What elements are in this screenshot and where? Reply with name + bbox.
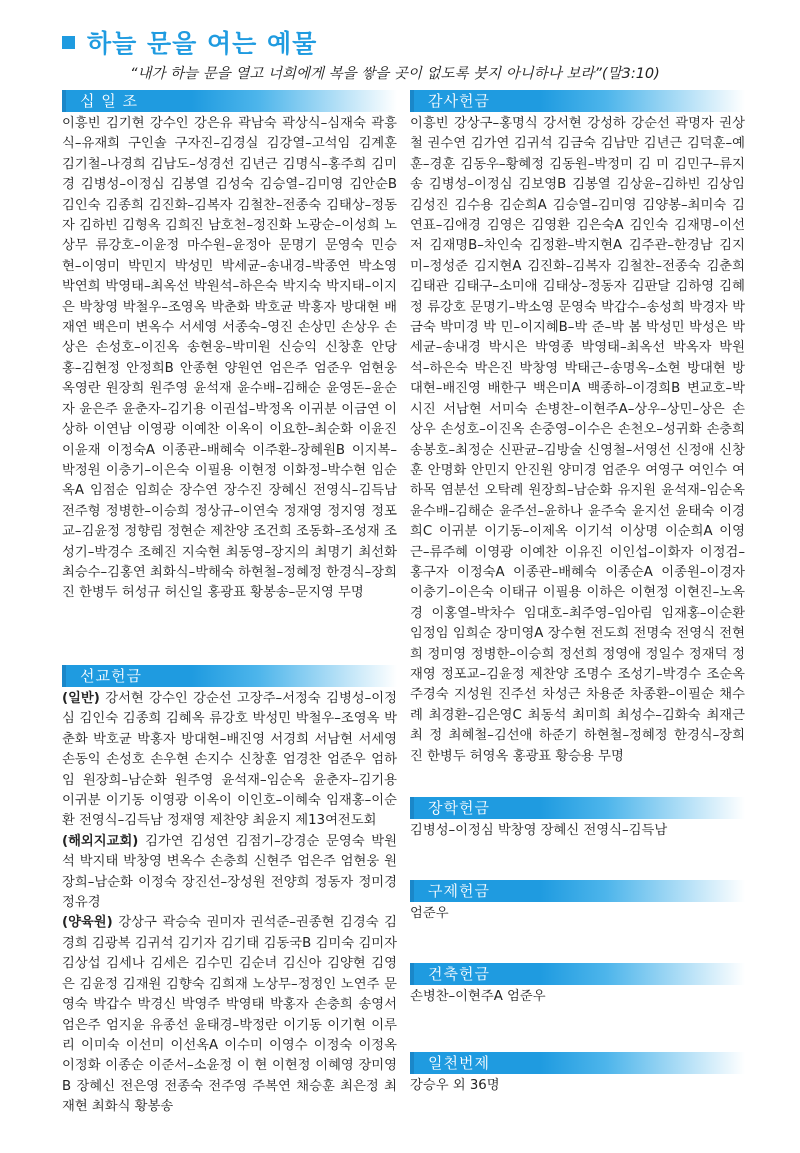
section-tithe: [62, 90, 397, 604]
section-mission: [62, 665, 397, 1118]
section-building: [410, 963, 745, 1007]
section-heading-building: 건축헌금: [410, 963, 745, 985]
mission-group-text: 김가연 김성연 김점기–강경순 문영숙 박원석 박지태 박창영 변옥수 손충희 신현주 엄은주 엄현웅 원장희–남순화 이정숙 장진선–장성원 전양희 정동자 정미경 정유경: [62, 833, 397, 911]
section-heading-mission: 선교헌금: [62, 665, 397, 687]
mission-group-general: [62, 689, 397, 832]
mission-group-text: 강서현 강수인 강순선 고장주–서정숙 김병성–이정심 김인숙 김종희 김혜옥 류강호 박성민 박철우–조영옥 박춘화 박호균 박홍자 방대현–배진영 서경희 서남현 서세영 손동익 손성호 손우현 손지수 신창훈 엄경찬 엄준우 엄하임 원장희–남순화 원주영 윤석재–임순옥 윤춘자–김기용 이귀분 이기동 이영광 이옥이 이인호–이혜숙 임재홍–이순환 전영식–김득남 정재영 제찬양 최윤지 제13여전도회: [62, 691, 397, 829]
mission-group-label: (양육원): [62, 915, 113, 931]
mission-group-label: (일반): [62, 691, 100, 706]
mission-group-label: (해외지교회): [62, 833, 139, 849]
bible-verse: “내가 하늘 문을 열고 너희에게 복을 쌓을 곳이 없도록 붓지 아니하나 보라”(말3:10): [130, 66, 660, 82]
building-names: 손병찬–이현주A 엄준우: [410, 989, 546, 1004]
section-heading-scholarship: 장학헌금: [410, 797, 745, 819]
section-scholarship: [410, 797, 745, 841]
mission-group-text: 강상구 곽승숙 권미자 권석준–권종현 김경숙 김경희 김광복 김귀석 김기자 김기태 김동국B 김미숙 김미자 김상섭 김세나 김세은 김수민 김순녀 김신아 김양현 김영은 김윤정 김재원 김향숙 김희재 노상무–정정인 노연주 문영숙 박갑수 박경신 박영주 박영태 박홍자 손충희 송영서 엄은주 엄지윤 유종선 윤태경–박정란 이기동 이기현 이루리 이미숙 이선미 이선옥A 이수미 이영수 이정숙 이정옥 이정화 이종순 이준서–소윤정 이 현 이현정 이혜영 장미영B 장혜신 전은영 전종숙 전주영 주복연 채승훈 최은정 최재현 최화식 황봉송: [62, 915, 397, 1115]
scholarship-names: 김병성–이정심 박창영 장혜신 전영식–김득남: [410, 823, 668, 838]
section-heading-tithe: 십 일 조: [62, 90, 397, 112]
title-bullet-icon: [62, 36, 75, 49]
page-title: 하늘 문을 여는 예물: [87, 29, 318, 58]
mission-names: [62, 689, 397, 1118]
tithe-names: 이흥빈 김기현 강수인 강은유 곽남숙 곽상식–심재숙 곽흥식–유재희 구인솔 구자진–김경실 김강열–고석임 김계훈 김기철–나경희 김남도–성경선 김년근 김명식–홍주희 김미경 김병성–이정심 김봉열 김성숙 김승열–김미영 김안순B 김인숙 김종희 김진화–김복자 김철찬–전종숙 김태상–정동자 김하빈 김형옥 김희진 남호천–정진화 노광순–이성희 노상무 류강호–이윤정 마수원–윤정아 문명기 문영숙 민승현–이영미 박민지 박성민 박세균–송내경–박종연 박소영 박연희 박영태–최옥선 박원석–하은숙 박지숙 박지태–이지은 박창영 박철우–조영옥 박춘화 박호균 박홍자 방대현 배재연 백은미 변옥수 서세영 서종숙–영진 손상민 손상우 손상은 손성호–이진옥 송현웅–박미원 신승익 신창훈 안당홍–김현정 안정희B 안종현 양원연 엄은주 엄준우 엄현웅 옥영란 원장희 원주영 윤석재 윤수배–김해순 윤영돈–윤순자 윤은주 윤춘자–김기용 이권섭–박정옥 이귀분 이금연 이상하 이연남 이영광 이예찬 이옥이 이요한–최순화 이윤진 이윤재 이정숙A 이종관–배혜숙 이주환–장혜원B 이지복–박정원 이충기–이은숙 이필용 이현정 이화정–박수현 임순옥A 임점순 임희순 장수연 장수진 장혜신 전영식–김득남 전주형 정병한–이승희 정상규–이연숙 정재영 정지영 정포교–김윤정 정향림 정현순 제찬양 조건희 조동화–조성재 조성기–박경수 조혜진 지숙현 최동영–장지의 최명기 최선화 최승수–김홍연 최화식–박해숙 하현철–정혜정 한경식–장희진 한병두 허성규 허신일 홍광표 황봉송–문지영 무명: [62, 116, 397, 601]
relief-names: 엄준우: [410, 906, 449, 921]
mission-group-nursery: [62, 913, 397, 1117]
mission-group-overseas: [62, 832, 397, 914]
section-heading-relief: 구제헌금: [410, 880, 745, 902]
section-heading-thanks: 감사헌금: [410, 90, 745, 112]
ilcheon-names: 강승우 외 36명: [410, 1078, 500, 1093]
section-ilcheon: [410, 1052, 745, 1096]
section-thanks: [410, 90, 745, 767]
page-header: [62, 24, 762, 60]
section-relief: [410, 880, 745, 924]
section-heading-ilcheon: 일천번제: [410, 1052, 745, 1074]
thanks-names: 이흥빈 강상구–홍명식 강서현 강성하 강순선 곽명자 권상철 권수연 김가연 김귀석 김금숙 김남만 김년근 김덕훈–예훈–경훈 김동우–황혜정 김동원–박정미 김 미 김민구–류지송 김병성–이정심 김보영B 김봉열 김상윤–김하빈 김상임 김성진 김수용 김순희A 김승열–김미영 김양봉–최미숙 김연표–김애경 김영은 김영환 김은숙A 김인숙 김재명–이선저 김재명B–차인숙 김정환–박지현A 김주관–한경남 김지미–정성준 김지현A 김진화–김복자 김철찬–전종숙 김춘희 김태관 김태구–소미애 김태상–정동자 김판달 김하영 김혜정 류강호 문명기–박소영 문영숙 박갑수–송성희 박경자 박금숙 박미경 박 민–이지혜B–박 준–박 봄 박성민 박성은 박세균–송내경 박시은 박영종 박영태–최옥선 박옥자 박원석–하은숙 박은진 박창영 박태근–송명옥–소현 방대현 방대현–배진영 배한구 백은미A 백종하–이경희B 변교호–박시진 서남현 서미숙 손병찬–이현주A–상우–상민–상은 손상우 손성호–이진옥 손중영–이수은 손천오–성귀화 손충희 송봉호–최정순 신판균–김방술 신영철–서영선 신정애 신창훈 안명화 안민지 안진원 양미경 엄준우 여영구 여인수 여하목 염분선 오탁례 원장희–남순화 유지원 윤석재–임순옥 윤수배–김해순 윤주선–윤하나 윤주숙 윤지선 윤태숙 이경희C 이귀분 이기동–이제옥 이기석 이상명 이순희A 이영근–류주혜 이영광 이예찬 이유진 이인섭–이화자 이정검–홍구자 이정숙A 이종관–배혜숙 이종순A 이종원–이경자 이충기–이은숙 이태규 이필용 이하은 이현정 이현진–노옥경 이홍열–박차수 임대호–최주영–임아림 임재홍–이순환 임정임 임희순 장미영A 장수현 전도희 전명숙 전영식 전현희 정미영 정병한–이승희 정선희 정영애 정일수 정재덕 정재영 정포교–김윤정 제찬양 조명수 조성기–박경수 조순옥 주경숙 지성원 진주선 차성근 차용준 차종환–이필순 채수례 최경환–김은영C 최동석 최미희 최성수–김화숙 최재근 최 정 최혜철–김선애 하준기 하현철–정혜정 한경식–장희진 한병두 허영옥 홍광표 황승용 무명: [410, 116, 745, 764]
